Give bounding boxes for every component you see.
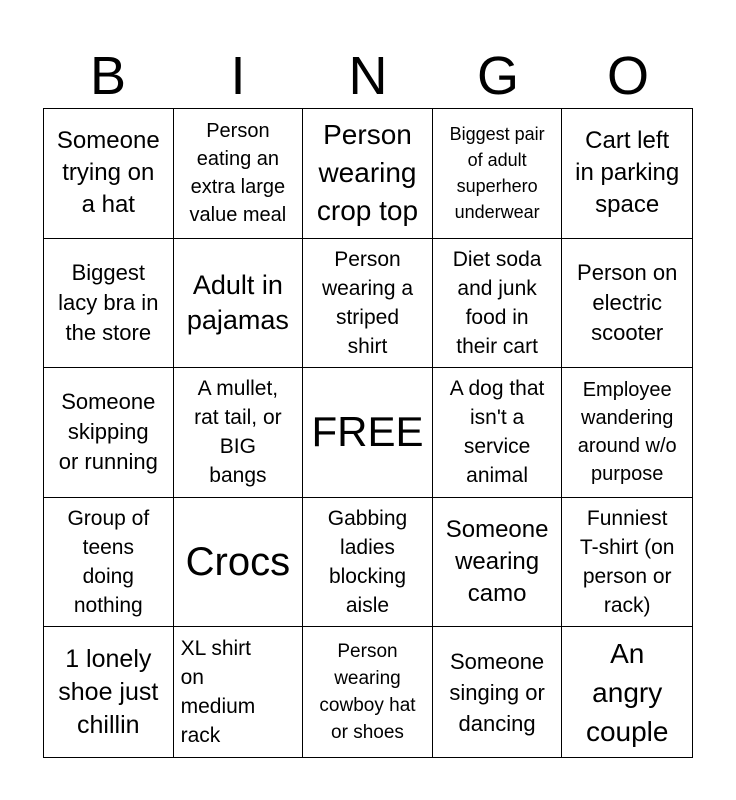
cell-text: Cart left in parking space (575, 127, 680, 219)
bingo-cell-r3c4[interactable] (433, 368, 563, 498)
bingo-cell-r2c3[interactable] (303, 239, 433, 369)
cell-text: Group of teens doing nothing (67, 507, 150, 618)
bingo-cell-r2c1[interactable] (44, 239, 174, 369)
cell-text: Someone wearing camo (445, 516, 549, 608)
bingo-cell-r3c1[interactable] (44, 368, 174, 498)
bingo-cell-free[interactable] (303, 368, 433, 498)
cell-text: Person wearing cowboy hat or shoes (319, 641, 416, 744)
bingo-cell-r2c5[interactable] (562, 239, 692, 369)
cell-text: Person wearing a striped shirt (321, 247, 414, 358)
bingo-cell-r2c2[interactable] (174, 239, 304, 369)
cell-text: Someone skipping or running (58, 389, 158, 475)
bingo-cell-r1c2[interactable] (174, 109, 304, 239)
header-letter-i: I (230, 46, 246, 106)
bingo-cell-r3c2[interactable] (174, 368, 304, 498)
bingo-cell-r1c1[interactable] (44, 109, 174, 239)
cell-text: A dog that isn't a service animal (449, 377, 545, 488)
bingo-board (43, 108, 693, 758)
bingo-cell-r2c4[interactable] (433, 239, 563, 369)
bingo-cell-r5c5[interactable] (562, 627, 692, 757)
cell-text: Person on electric scooter (577, 259, 678, 345)
cell-text: Adult in pajamas (186, 269, 289, 335)
cell-text: Diet soda and junk food in their cart (452, 247, 542, 358)
free-space-label: FREE (311, 408, 424, 456)
bingo-cell-r4c2[interactable] (174, 498, 304, 628)
cell-text: Biggest pair of adult superhero underwear (449, 124, 545, 223)
cell-text: Someone trying on a hat (56, 127, 160, 219)
cell-text: Gabbing ladies blocking aisle (327, 507, 408, 618)
bingo-cell-r1c3[interactable] (303, 109, 433, 239)
bingo-cell-r4c5[interactable] (562, 498, 692, 628)
header-letter-g: G (476, 46, 519, 106)
header-letter-o: O (606, 46, 649, 106)
cell-text: Person eating an extra large value meal (189, 120, 287, 227)
bingo-cell-r5c4[interactable] (433, 627, 563, 757)
bingo-cell-r5c2[interactable] (174, 627, 304, 757)
cell-text: Person wearing crop top (316, 119, 419, 227)
bingo-cell-r1c5[interactable] (562, 109, 692, 239)
bingo-cell-r4c3[interactable] (303, 498, 433, 628)
bingo-cell-r1c4[interactable] (433, 109, 563, 239)
cell-text: Employee wandering around w/o purpose (577, 379, 677, 486)
cell-text: XL shirt on medium rack (180, 637, 256, 748)
cell-text: Biggest lacy bra in the store (58, 259, 159, 345)
header-letter-n: N (348, 46, 388, 106)
bingo-cell-r4c4[interactable] (433, 498, 563, 628)
bingo-header (43, 44, 693, 108)
bingo-cell-r5c3[interactable] (303, 627, 433, 757)
cell-text: Someone singing or dancing (449, 648, 545, 736)
cell-text: A mullet, rat tail, or BIG bangs (194, 377, 282, 488)
cell-text: Funniest T-shirt (on person or rack) (579, 507, 675, 618)
header-letter-b: B (89, 46, 127, 106)
bingo-cell-r4c1[interactable] (44, 498, 174, 628)
cell-text: 1 lonely shoe just chillin (58, 644, 159, 739)
cell-text: Crocs (185, 540, 291, 585)
bingo-cell-r5c1[interactable] (44, 627, 174, 757)
cell-text: An angry couple (585, 637, 669, 747)
bingo-cell-r3c5[interactable] (562, 368, 692, 498)
